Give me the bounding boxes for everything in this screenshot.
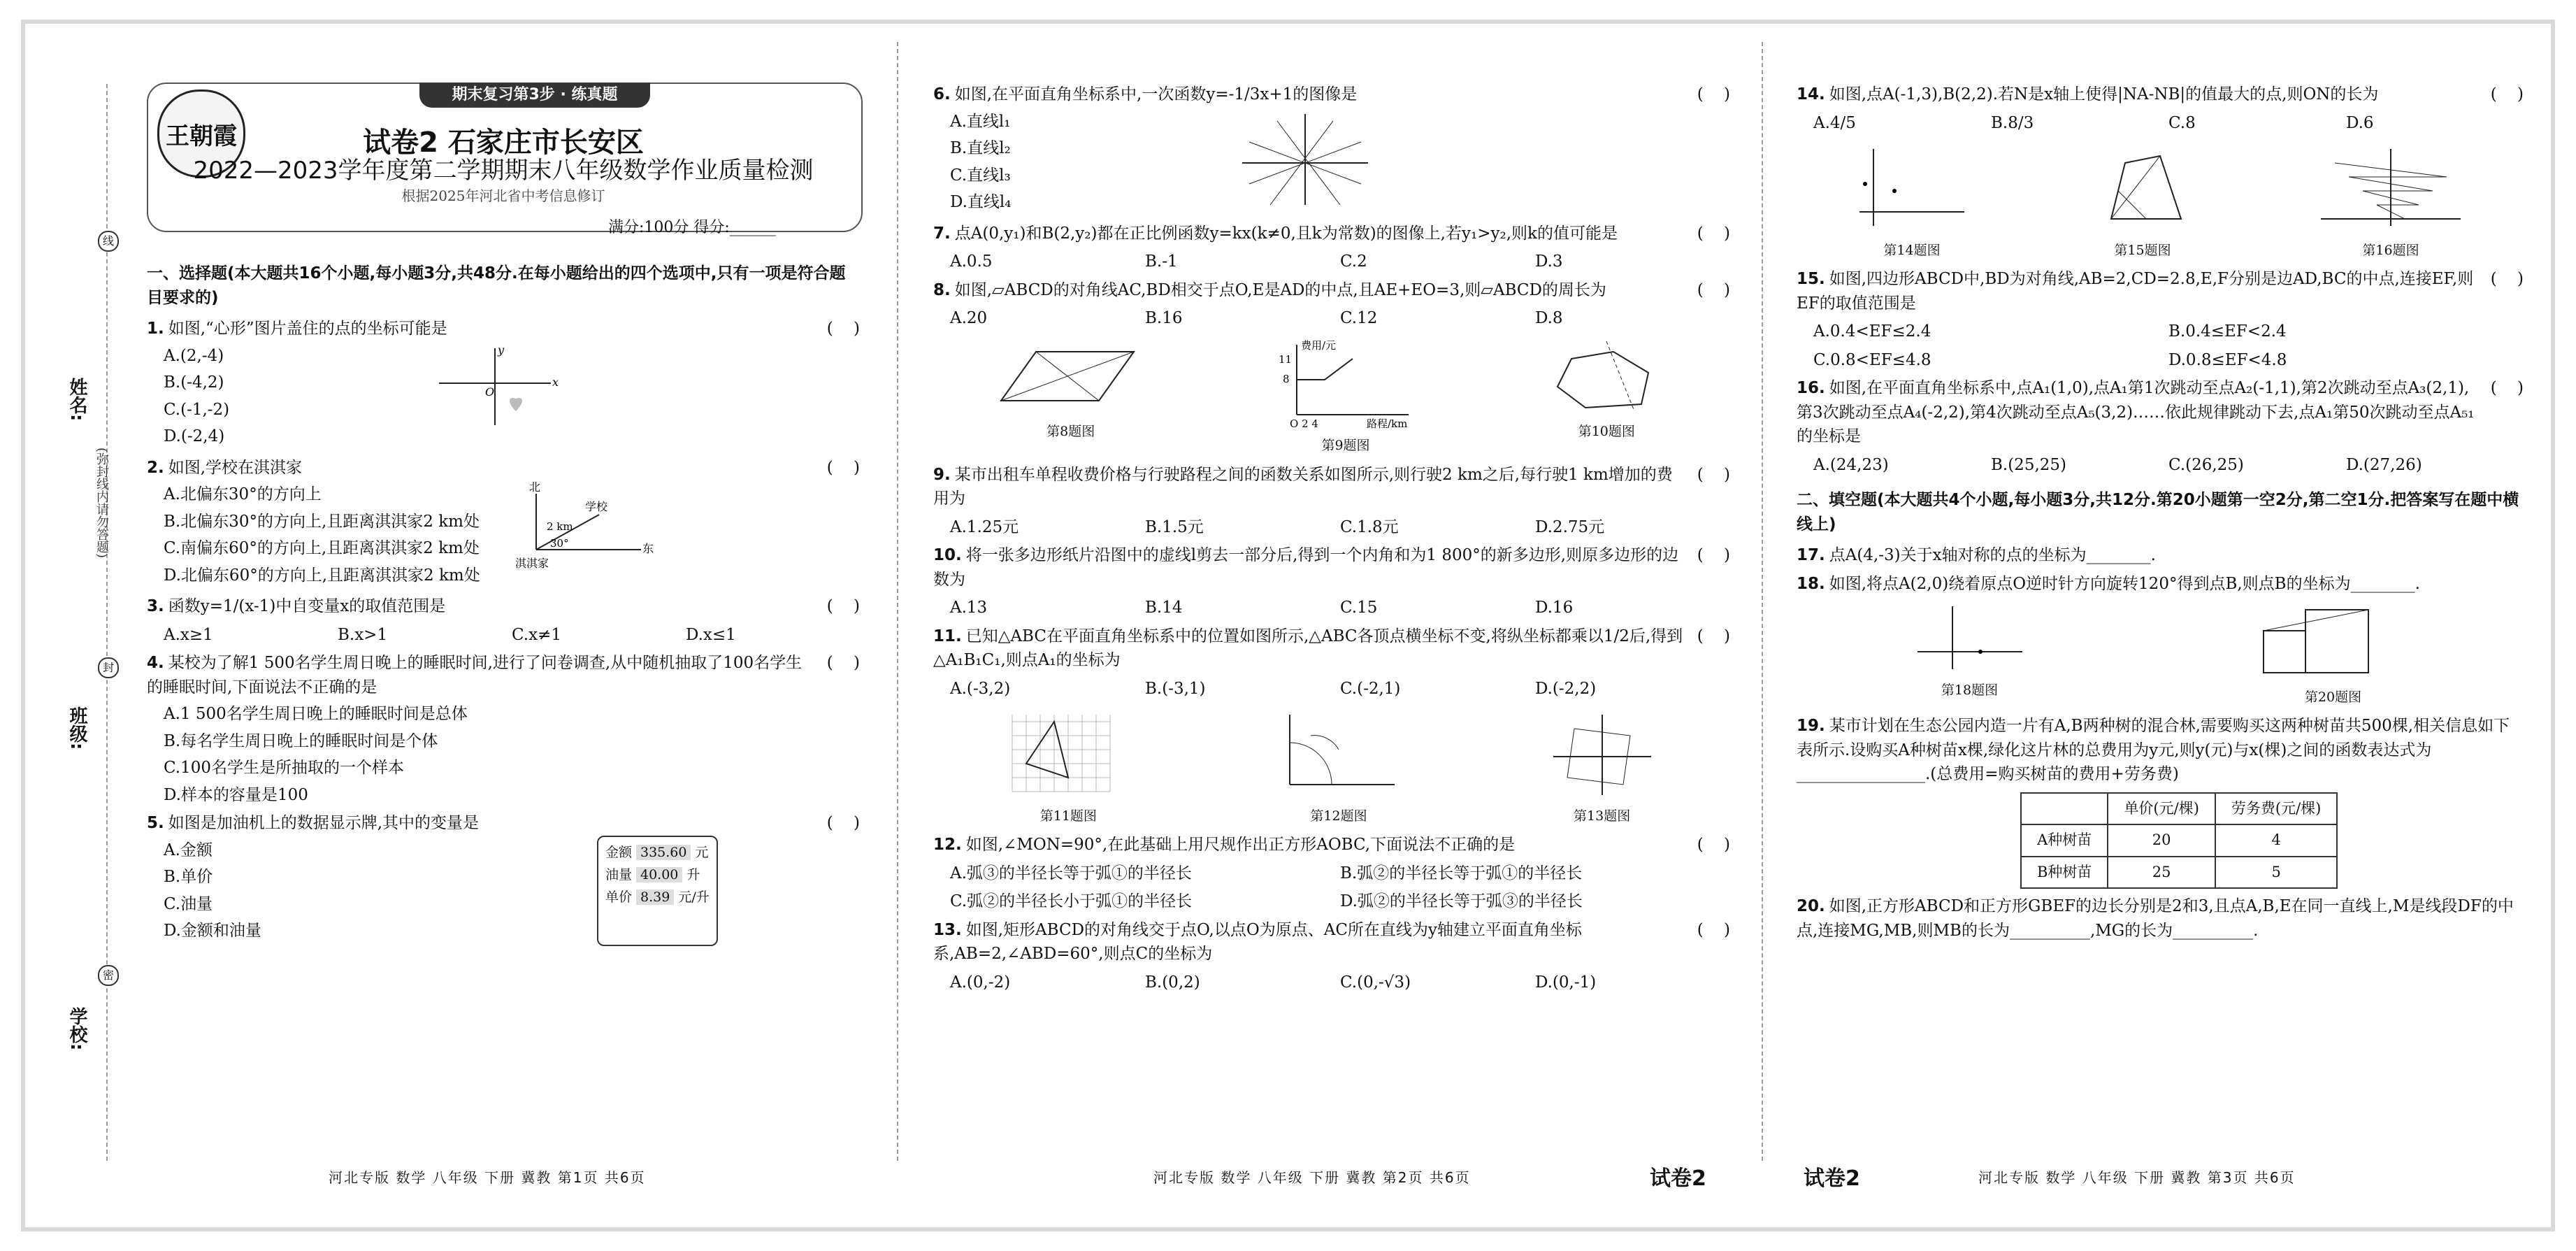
paper-subtitle: 2022—2023学年度第二学期期末八年级数学作业质量检测 bbox=[193, 157, 814, 185]
pump-unit: 元 bbox=[695, 844, 709, 860]
pump-label: 油量 bbox=[605, 866, 632, 882]
heart-icon bbox=[510, 398, 522, 411]
qtext: 点A(0,y₁)和B(2,y₂)都在正比例函数y=kx(k≠0,且k为常数)的图像上,若y₁>y₂,则k的值可能是 bbox=[954, 224, 1618, 243]
answer-paren: ( ) bbox=[1697, 85, 1730, 103]
footer-trial-right: 试卷2 bbox=[1650, 1166, 1706, 1191]
caption: 第12题图 bbox=[1310, 808, 1367, 824]
qnum: 5. bbox=[147, 814, 164, 832]
option: D.0.8≤EF<4.8 bbox=[2168, 350, 2287, 369]
qnum: 20. bbox=[1797, 897, 1825, 915]
fig15 bbox=[2083, 142, 2202, 260]
option: D.(-2,4) bbox=[164, 427, 225, 445]
footer-page3: 河北专版 数学 八年级 下册 冀教 第3页 共6页 bbox=[1978, 1169, 2296, 1186]
option: B.(25,25) bbox=[1991, 455, 2067, 474]
option: C.油量 bbox=[164, 894, 213, 913]
fig2-school: 学校 bbox=[584, 500, 607, 513]
option: A.0.4<EF≤2.4 bbox=[1813, 322, 1931, 341]
option: C.(-2,1) bbox=[1340, 679, 1401, 698]
pump-unit: 升 bbox=[686, 866, 700, 882]
option: C.(0,-√3) bbox=[1340, 973, 1411, 992]
question-11 bbox=[933, 624, 1730, 827]
option: D.(0,-1) bbox=[1535, 973, 1597, 992]
page3-column bbox=[1797, 83, 2524, 947]
option: C.2 bbox=[1340, 252, 1367, 271]
fig9-tick: 8 bbox=[1282, 372, 1290, 385]
fig2-east: 东 bbox=[642, 542, 654, 555]
option: B.(0,2) bbox=[1145, 973, 1200, 992]
question-16 bbox=[1797, 376, 2524, 477]
pump-label: 金额 bbox=[605, 844, 632, 860]
paper-title: 试卷2 石家庄市长安区 bbox=[363, 127, 644, 159]
option: A.1 500名学生周日晚上的睡眠时间是总体 bbox=[164, 705, 468, 723]
fig6-lines bbox=[1235, 107, 1375, 212]
qnum: 14. bbox=[1797, 85, 1825, 103]
qtext: 某市计划在生态公园内造一片有A,B两种树的混合林,需要购买这两种树苗共500棵,相关信息如下表所示.设购买A种树苗x棵,绿化这片林的总费用为y元,则y(元)与x(棵)之间的函数表达式为________________.(总费用=购买树苗的费用+劳务费) bbox=[1797, 717, 2510, 783]
footer-page2: 河北专版 数学 八年级 下册 冀教 第2页 共6页 bbox=[1153, 1169, 1471, 1186]
answer-paren: ( ) bbox=[1697, 280, 1730, 299]
option: D.8 bbox=[1535, 309, 1563, 327]
qnum: 12. bbox=[933, 836, 962, 854]
qnum: 10. bbox=[933, 546, 962, 564]
qtext: 如图,在平面直角坐标系中,一次函数y=-1/3x+1的图像是 bbox=[954, 85, 1358, 103]
section2-title: 二、填空题(本大题共4个小题,每小题3分,共12分.第20小题第一空2分,第二空1分.把答案写在题中横线上) bbox=[1797, 491, 2519, 534]
answer-paren: ( ) bbox=[1697, 920, 1730, 939]
answer-paren: ( ) bbox=[1697, 627, 1730, 645]
option: B.弧②的半径长等于弧①的半径长 bbox=[1340, 864, 1583, 882]
fig2-dist: 2 km bbox=[546, 520, 573, 533]
table-cell: 20 bbox=[2108, 824, 2215, 857]
option: B.单价 bbox=[164, 868, 213, 886]
option: A.(2,-4) bbox=[164, 346, 224, 365]
question-19 bbox=[1797, 714, 2524, 787]
qtext: 点A(4,-3)关于x轴对称的点的坐标为________. bbox=[1829, 546, 2156, 564]
option: D.6 bbox=[2346, 113, 2374, 132]
qtext: 某校为了解1 500名学生周日晚上的睡眠时间,进行了问卷调查,从中随机抽取了100名学生的睡眠时间,下面说法不正确的是 bbox=[147, 654, 803, 696]
class-label: 班级: bbox=[66, 706, 87, 750]
caption: 第11题图 bbox=[1039, 808, 1097, 824]
option: B.x>1 bbox=[338, 625, 388, 644]
option: B.16 bbox=[1145, 309, 1183, 327]
option: B.14 bbox=[1145, 599, 1183, 617]
school-label: 学校: bbox=[66, 1007, 87, 1051]
fig9-ylabel: 费用/元 bbox=[1300, 338, 1337, 352]
option: D.北偏东60°的方向上,且距离淇淇家2 km处 bbox=[164, 566, 480, 585]
qtext: 如图,四边形ABCD中,BD为对角线,AB=2,CD=2.8,E,F分别是边AD,BC的中点,连接EF,则EF的取值范围是 bbox=[1797, 270, 2474, 313]
qnum: 2. bbox=[147, 458, 164, 477]
pump-unit: 元/升 bbox=[678, 889, 710, 906]
option: C.100名学生是所抽取的一个样本 bbox=[164, 759, 404, 777]
qnum: 6. bbox=[933, 85, 951, 103]
pump-amount: 335.60 bbox=[636, 845, 691, 860]
qtext: 函数y=1/(x-1)中自变量x的取值范围是 bbox=[168, 597, 446, 615]
fig9-tick: 11 bbox=[1278, 352, 1293, 366]
answer-paren: ( ) bbox=[826, 814, 860, 832]
qnum: 1. bbox=[147, 320, 164, 338]
option: B.1.5元 bbox=[1145, 517, 1204, 536]
answer-paren: ( ) bbox=[2490, 85, 2524, 103]
qnum: 8. bbox=[933, 280, 951, 299]
table-cell: 25 bbox=[2108, 857, 2215, 889]
answer-paren: ( ) bbox=[1697, 465, 1730, 484]
option: A.x≥1 bbox=[164, 625, 213, 644]
option: B.直线l₂ bbox=[950, 139, 1011, 157]
fig9-tick: O 2 4 bbox=[1289, 417, 1318, 429]
qnum: 19. bbox=[1797, 717, 1825, 735]
option: B.北偏东30°的方向上,且距离淇淇家2 km处 bbox=[164, 512, 480, 531]
footer-trial-left: 试卷2 bbox=[1804, 1166, 1860, 1191]
qtext: 如图,∠MON=90°,在此基础上用尺规作出正方形AOBC,下面说法不正确的是 bbox=[965, 836, 1516, 854]
caption: 第16题图 bbox=[2362, 242, 2419, 258]
footer-page1: 河北专版 数学 八年级 下册 冀教 第1页 共6页 bbox=[329, 1169, 646, 1186]
question-3 bbox=[147, 594, 860, 647]
option: B.每名学生周日晚上的睡眠时间是个体 bbox=[164, 731, 438, 750]
answer-paren: ( ) bbox=[826, 458, 860, 477]
qtext: 如图,▱ABCD的对角线AC,BD相交于点O,E是AD的中点,且AE+EO=3,则▱ABCD的周长为 bbox=[954, 280, 1606, 299]
fig16 bbox=[2314, 142, 2468, 260]
page-divider-2 bbox=[1762, 42, 1763, 1161]
section1-title: 一、选择题(本大题共16个小题,每小题3分,共48分.在每小题给出的四个选项中,只有一项是符合题目要求的) bbox=[147, 264, 846, 307]
fig18 bbox=[1911, 603, 2029, 707]
fig9-xlabel: 路程/km bbox=[1366, 417, 1408, 429]
answer-paren: ( ) bbox=[2490, 270, 2524, 288]
qnum: 13. bbox=[933, 920, 962, 939]
qtext: 将一张多边形纸片沿图中的虚线l剪去一部分后,得到一个内角和为1 800°的新多边形,则原多边形的边数为 bbox=[933, 546, 1679, 589]
question-10 bbox=[933, 543, 1730, 620]
question-8 bbox=[933, 278, 1730, 456]
option: C.12 bbox=[1340, 309, 1378, 327]
option: D.16 bbox=[1535, 599, 1574, 617]
fig2-angle: 30° bbox=[549, 537, 569, 550]
figures-18-20 bbox=[1797, 603, 2524, 707]
qtext: 如图,将点A(2,0)绕着原点O逆时针方向旋转120°得到点B,则点B的坐标为________. bbox=[1829, 574, 2420, 593]
fig11 bbox=[1005, 708, 1131, 826]
caption: 第9题图 bbox=[1321, 438, 1370, 453]
qnum: 17. bbox=[1797, 546, 1825, 564]
question-20 bbox=[1797, 894, 2524, 943]
answer-paren: ( ) bbox=[826, 320, 860, 338]
seal-note: (弥封线内请勿答题) bbox=[94, 448, 109, 559]
answer-paren: ( ) bbox=[1697, 836, 1730, 854]
option: A.直线l₁ bbox=[950, 112, 1011, 131]
option: C.x≠1 bbox=[512, 625, 561, 644]
qtext: 如图,正方形ABCD和正方形GBEF的边长分别是2和3,且点A,B,E在同一直线上,M是线段DF的中点,连接MG,MB,则MB的长为__________,MG的长为__________. bbox=[1797, 897, 2514, 940]
fig2-home: 淇淇家 bbox=[515, 557, 549, 570]
option: C.(26,25) bbox=[2168, 455, 2244, 474]
question-4 bbox=[147, 651, 860, 807]
question-18 bbox=[1797, 572, 2524, 596]
tree-price-table bbox=[2020, 792, 2338, 889]
fig12 bbox=[1276, 708, 1402, 826]
option: A.金额 bbox=[164, 841, 213, 859]
table-header: 单价(元/棵) bbox=[2108, 793, 2215, 825]
question-12 bbox=[933, 833, 1730, 914]
answer-paren: ( ) bbox=[826, 597, 860, 615]
qnum: 18. bbox=[1797, 574, 1825, 593]
qnum: 15. bbox=[1797, 270, 1825, 288]
option: D.样本的容量是100 bbox=[164, 785, 308, 804]
question-6 bbox=[933, 83, 1730, 217]
caption: 第14题图 bbox=[1883, 242, 1941, 258]
fig10 bbox=[1544, 338, 1669, 456]
option: C.1.8元 bbox=[1340, 517, 1399, 536]
option: A.弧③的半径长等于弧①的半径长 bbox=[950, 864, 1192, 882]
svg-text:x: x bbox=[552, 375, 559, 389]
question-1 bbox=[147, 317, 860, 452]
question-17 bbox=[1797, 543, 2524, 568]
question-14 bbox=[1797, 83, 2524, 260]
table-cell: B种树苗 bbox=[2021, 857, 2108, 889]
fig2-north: 北 bbox=[528, 480, 540, 494]
option: B.0.4≤EF<2.4 bbox=[2168, 322, 2287, 341]
fig1-axes bbox=[425, 341, 565, 432]
caption: 第15题图 bbox=[2114, 242, 2171, 258]
option: A.0.5 bbox=[950, 252, 993, 271]
question-15 bbox=[1797, 267, 2524, 372]
seal-circle-1: 线 bbox=[98, 231, 119, 252]
option: A.(24,23) bbox=[1813, 455, 1889, 474]
caption: 第13题图 bbox=[1574, 808, 1631, 824]
page1-column bbox=[147, 250, 860, 950]
question-5 bbox=[147, 811, 860, 946]
option: D.(27,26) bbox=[2346, 455, 2422, 474]
option: D.x≤1 bbox=[686, 625, 736, 644]
qnum: 16. bbox=[1797, 379, 1825, 397]
caption: 第18题图 bbox=[1941, 682, 1999, 698]
fig2-compass bbox=[508, 480, 662, 578]
seal-circle-2: 封 bbox=[98, 657, 119, 678]
option: A.(0,-2) bbox=[950, 973, 1011, 992]
option: B.(-4,2) bbox=[164, 373, 224, 392]
option: B.(-3,1) bbox=[1145, 679, 1206, 698]
qtext: 已知△ABC在平面直角坐标系中的位置如图所示,△ABC各顶点横坐标不变,将纵坐标都乘以1/2后,得到△A₁B₁C₁,则点A₁的坐标为 bbox=[933, 627, 1683, 669]
caption: 第20题图 bbox=[2304, 689, 2362, 705]
option: C.8 bbox=[2168, 113, 2196, 132]
qtext: 某市出租车单程收费价格与行驶路程之间的函数关系如图所示,则行驶2 km之后,每行驶1 km增加的费用为 bbox=[933, 465, 1673, 508]
header-banner: 期末复习第3步 · 练真题 bbox=[419, 83, 650, 108]
option: C.0.8<EF≤4.8 bbox=[1813, 350, 1931, 369]
option: B.8/3 bbox=[1991, 113, 2034, 132]
question-13 bbox=[933, 918, 1730, 995]
table-header: 劳务费(元/棵) bbox=[2215, 793, 2337, 825]
fig8 bbox=[994, 338, 1148, 456]
pump-volume: 40.00 bbox=[636, 867, 682, 882]
fig20 bbox=[2257, 603, 2410, 707]
qnum: 9. bbox=[933, 465, 951, 484]
figures-14-16 bbox=[1797, 142, 2524, 260]
score-line: 满分:100分 得分:______ bbox=[608, 219, 776, 236]
option: D.3 bbox=[1535, 252, 1563, 271]
caption: 第10题图 bbox=[1578, 424, 1635, 439]
caption: 第8题图 bbox=[1046, 424, 1095, 439]
answer-paren: ( ) bbox=[2490, 379, 2524, 397]
qtext: 如图,点A(-1,3),B(2,2).若N是x轴上使得|NA-NB|的值最大的点,则ON的长为 bbox=[1829, 85, 2379, 103]
option: A.13 bbox=[950, 599, 988, 617]
svg-text:y: y bbox=[498, 343, 505, 357]
option: A.20 bbox=[950, 309, 988, 327]
option: A.(-3,2) bbox=[950, 679, 1011, 698]
svg-text:O: O bbox=[485, 385, 495, 399]
page2-column bbox=[933, 83, 1730, 999]
qtext: 如图,“心形”图片盖住的点的坐标可能是 bbox=[168, 320, 447, 338]
option: A.4/5 bbox=[1813, 113, 1856, 132]
fig9 bbox=[1269, 338, 1423, 456]
name-label: 姓名: bbox=[66, 378, 87, 422]
table-cell bbox=[2021, 793, 2108, 825]
question-2 bbox=[147, 456, 860, 591]
option: A.北偏东30°的方向上 bbox=[164, 485, 322, 503]
qnum: 11. bbox=[933, 627, 962, 645]
seal-circle-3: 密 bbox=[98, 965, 119, 986]
pump-display bbox=[597, 836, 718, 946]
qnum: 3. bbox=[147, 597, 164, 615]
option: B.-1 bbox=[1145, 252, 1178, 271]
answer-paren: ( ) bbox=[1697, 224, 1730, 243]
table-cell: 4 bbox=[2215, 824, 2337, 857]
fig14 bbox=[1852, 142, 1971, 260]
paper-note: 根据2025年河北省中考信息修订 bbox=[401, 187, 605, 204]
option: C.南偏东60°的方向上,且距离淇淇家2 km处 bbox=[164, 539, 480, 557]
answer-paren: ( ) bbox=[1697, 546, 1730, 564]
option: D.2.75元 bbox=[1535, 517, 1605, 536]
question-7 bbox=[933, 222, 1730, 274]
option: C.15 bbox=[1340, 599, 1378, 617]
qnum: 7. bbox=[933, 224, 951, 243]
qtext: 如图,在平面直角坐标系中,点A₁(1,0),点A₁第1次跳动至点A₂(-1,1),第2次跳动至点A₃(2,1),第3次跳动至点A₄(-2,2),第4次跳动至点A₅(3,2)……依此规律跳动下去,点A₁第50次跳动至点A₅₁的坐标是 bbox=[1797, 379, 2475, 445]
table-cell: A种树苗 bbox=[2021, 824, 2108, 857]
option: D.弧②的半径长等于弧③的半径长 bbox=[1340, 892, 1583, 910]
qnum: 4. bbox=[147, 654, 164, 672]
pump-price: 8.39 bbox=[636, 889, 674, 905]
figures-8-10 bbox=[933, 338, 1730, 456]
qtext: 如图是加油机上的数据显示牌,其中的变量是 bbox=[168, 814, 480, 832]
option: D.(-2,2) bbox=[1535, 679, 1597, 698]
option: D.直线l₄ bbox=[950, 193, 1012, 211]
pump-label: 单价 bbox=[605, 889, 632, 906]
page-divider-1 bbox=[897, 42, 898, 1161]
qtext: 如图,学校在淇淇家 bbox=[168, 458, 303, 477]
option: C.(-1,-2) bbox=[164, 400, 230, 419]
qtext: 如图,矩形ABCD的对角线交于点O,以点O为原点、AC所在直线为y轴建立平面直角坐标系,AB=2,∠ABD=60°,则点C的坐标为 bbox=[933, 920, 1582, 963]
logo: 王朝霞 bbox=[157, 90, 245, 178]
figures-11-13 bbox=[933, 708, 1730, 826]
option: D.金额和油量 bbox=[164, 922, 261, 940]
option: C.直线l₃ bbox=[950, 166, 1011, 185]
question-9 bbox=[933, 463, 1730, 540]
option: C.弧②的半径长小于弧①的半径长 bbox=[950, 892, 1193, 910]
answer-paren: ( ) bbox=[826, 654, 860, 672]
fig13 bbox=[1546, 708, 1658, 826]
table-cell: 5 bbox=[2215, 857, 2337, 889]
option: A.1.25元 bbox=[950, 517, 1019, 536]
